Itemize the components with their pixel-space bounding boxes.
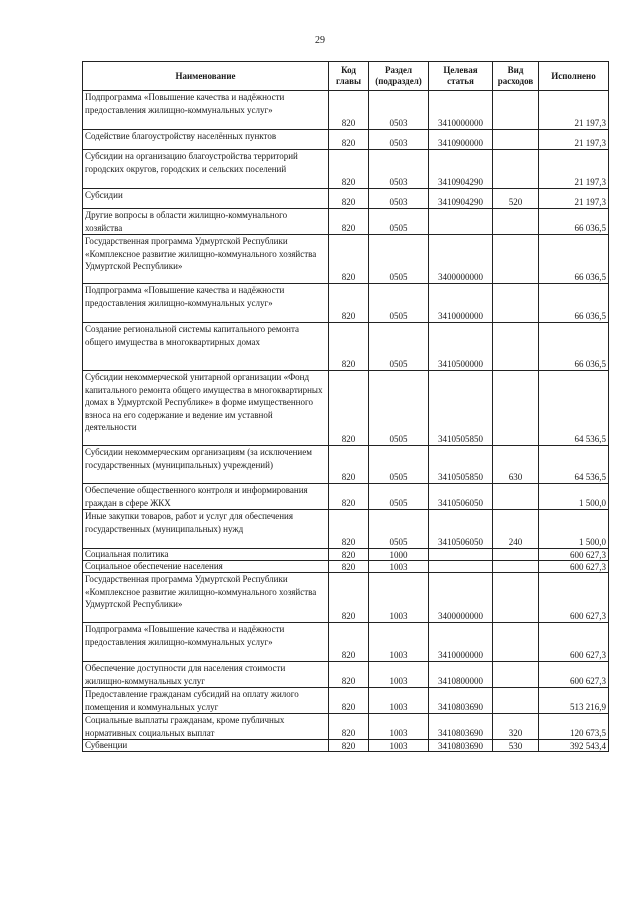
row-type xyxy=(493,91,539,130)
row-section: 0505 xyxy=(369,484,429,510)
row-executed: 600 627,3 xyxy=(539,549,609,561)
row-target: 3410505850 xyxy=(429,446,493,484)
row-executed: 66 036,5 xyxy=(539,284,609,323)
row-target xyxy=(429,549,493,561)
row-type: 320 xyxy=(493,714,539,740)
row-section: 1003 xyxy=(369,573,429,623)
row-executed: 66 036,5 xyxy=(539,323,609,371)
row-code: 820 xyxy=(329,446,369,484)
row-code: 820 xyxy=(329,484,369,510)
row-type: 530 xyxy=(493,740,539,752)
row-section: 0505 xyxy=(369,284,429,323)
row-code: 820 xyxy=(329,323,369,371)
row-type xyxy=(493,150,539,189)
row-name: Другие вопросы в области жилищно-коммунального хозяйства xyxy=(83,209,329,235)
row-section: 0505 xyxy=(369,235,429,284)
row-section: 0505 xyxy=(369,510,429,549)
row-code: 820 xyxy=(329,623,369,662)
row-target: 3400000000 xyxy=(429,235,493,284)
row-type: 240 xyxy=(493,510,539,549)
row-name: Субсидии некоммерческим организациям (за исключением государственных (муниципальных) учреждений) xyxy=(83,446,329,484)
row-name: Социальная политика xyxy=(83,549,329,561)
row-type xyxy=(493,623,539,662)
row-executed: 513 216,9 xyxy=(539,688,609,714)
table-row xyxy=(83,150,609,189)
header-section: Раздел (подраздел) xyxy=(369,62,429,91)
table-row xyxy=(83,371,609,446)
table-row xyxy=(83,130,609,150)
row-executed: 21 197,3 xyxy=(539,130,609,150)
row-type xyxy=(493,688,539,714)
table-body xyxy=(83,91,609,752)
row-type: 520 xyxy=(493,189,539,209)
budget-table xyxy=(82,61,609,752)
row-section: 1003 xyxy=(369,714,429,740)
row-code: 820 xyxy=(329,714,369,740)
row-type: 630 xyxy=(493,446,539,484)
row-target: 3410506050 xyxy=(429,484,493,510)
table-row xyxy=(83,235,609,284)
table-row xyxy=(83,549,609,561)
row-type xyxy=(493,130,539,150)
row-section: 0505 xyxy=(369,209,429,235)
row-code: 820 xyxy=(329,189,369,209)
table-row xyxy=(83,484,609,510)
row-executed: 600 627,3 xyxy=(539,662,609,688)
row-type xyxy=(493,235,539,284)
row-target: 3400000000 xyxy=(429,573,493,623)
row-section: 0505 xyxy=(369,323,429,371)
row-name: Предоставление гражданам субсидий на оплату жилого помещения и коммунальных услуг xyxy=(83,688,329,714)
row-section: 0503 xyxy=(369,150,429,189)
row-type xyxy=(493,209,539,235)
row-target: 3410803690 xyxy=(429,740,493,752)
row-executed: 21 197,3 xyxy=(539,150,609,189)
row-executed: 600 627,3 xyxy=(539,561,609,573)
row-executed: 64 536,5 xyxy=(539,371,609,446)
row-code: 820 xyxy=(329,740,369,752)
table-row xyxy=(83,662,609,688)
row-type xyxy=(493,549,539,561)
row-name: Государственная программа Удмуртской Республики «Комплексное развитие жилищно-коммунального хозяйства Удмуртской Республики» xyxy=(83,573,329,623)
row-type xyxy=(493,573,539,623)
row-code: 820 xyxy=(329,662,369,688)
header-name: Наименование xyxy=(83,62,329,91)
row-type xyxy=(493,484,539,510)
row-code: 820 xyxy=(329,573,369,623)
row-target xyxy=(429,209,493,235)
row-executed: 600 627,3 xyxy=(539,623,609,662)
table-row xyxy=(83,714,609,740)
row-section: 0503 xyxy=(369,91,429,130)
row-code: 820 xyxy=(329,91,369,130)
table-row xyxy=(83,573,609,623)
row-target: 3410904290 xyxy=(429,189,493,209)
row-executed: 66 036,5 xyxy=(539,209,609,235)
row-target: 3410900000 xyxy=(429,130,493,150)
header-type: Вид расходов xyxy=(493,62,539,91)
header-row xyxy=(83,62,609,91)
row-type xyxy=(493,371,539,446)
row-target: 3410000000 xyxy=(429,623,493,662)
row-code: 820 xyxy=(329,549,369,561)
row-target: 3410800000 xyxy=(429,662,493,688)
header-target: Целевая статья xyxy=(429,62,493,91)
row-section: 0505 xyxy=(369,371,429,446)
row-name: Создание региональной системы капитального ремонта общего имущества в многоквартирных домах xyxy=(83,323,329,371)
row-target: 3410500000 xyxy=(429,323,493,371)
row-name: Подпрограмма «Повышение качества и надёжности предоставления жилищно-коммунальных услуг» xyxy=(83,91,329,130)
row-section: 1000 xyxy=(369,549,429,561)
row-name: Государственная программа Удмуртской Республики «Комплексное развитие жилищно-коммунального хозяйства Удмуртской Республики» xyxy=(83,235,329,284)
row-target: 3410000000 xyxy=(429,284,493,323)
table-row xyxy=(83,446,609,484)
row-name: Субвенции xyxy=(83,740,329,752)
row-target: 3410000000 xyxy=(429,91,493,130)
row-section: 1003 xyxy=(369,688,429,714)
table-header xyxy=(83,62,609,91)
row-type xyxy=(493,323,539,371)
table-row xyxy=(83,91,609,130)
row-target: 3410506050 xyxy=(429,510,493,549)
row-name: Социальное обеспечение населения xyxy=(83,561,329,573)
row-executed: 64 536,5 xyxy=(539,446,609,484)
page-number: 29 xyxy=(315,35,325,46)
row-executed: 1 500,0 xyxy=(539,510,609,549)
table-row xyxy=(83,510,609,549)
row-code: 820 xyxy=(329,561,369,573)
row-target: 3410505850 xyxy=(429,371,493,446)
row-code: 820 xyxy=(329,150,369,189)
row-code: 820 xyxy=(329,284,369,323)
table-row xyxy=(83,623,609,662)
table-row xyxy=(83,209,609,235)
row-section: 1003 xyxy=(369,740,429,752)
row-name: Обеспечение общественного контроля и информирования граждан в сфере ЖКХ xyxy=(83,484,329,510)
row-executed: 600 627,3 xyxy=(539,573,609,623)
table-row xyxy=(83,189,609,209)
header-executed: Исполнено xyxy=(539,62,609,91)
table-row xyxy=(83,561,609,573)
row-section: 1003 xyxy=(369,662,429,688)
row-code: 820 xyxy=(329,371,369,446)
row-executed: 21 197,3 xyxy=(539,91,609,130)
table-row xyxy=(83,740,609,752)
row-name: Социальные выплаты гражданам, кроме публичных нормативных социальных выплат xyxy=(83,714,329,740)
row-section: 0503 xyxy=(369,189,429,209)
row-name: Субсидии некоммерческой унитарной организации «Фонд капитального ремонта общего имущества в многоквартирных домах в Удмуртской Республике» в форме имущественного взноса на его содержание и ведение им уставной деятельности xyxy=(83,371,329,446)
row-name: Обеспечение доступности для населения стоимости жилищно-коммунальных услуг xyxy=(83,662,329,688)
row-name: Субсидии xyxy=(83,189,329,209)
row-code: 820 xyxy=(329,209,369,235)
row-code: 820 xyxy=(329,688,369,714)
row-name: Иные закупки товаров, работ и услуг для обеспечения государственных (муниципальных) нужд xyxy=(83,510,329,549)
row-section: 0505 xyxy=(369,446,429,484)
row-name: Содействие благоустройству населённых пунктов xyxy=(83,130,329,150)
row-executed: 66 036,5 xyxy=(539,235,609,284)
row-type xyxy=(493,284,539,323)
header-code: Код главы xyxy=(329,62,369,91)
table-row xyxy=(83,323,609,371)
row-name: Субсидии на организацию благоустройства территорий городских округов, городских и сельских поселений xyxy=(83,150,329,189)
row-name: Подпрограмма «Повышение качества и надёжности предоставления жилищно-коммунальных услуг» xyxy=(83,623,329,662)
row-type xyxy=(493,561,539,573)
row-executed: 392 543,4 xyxy=(539,740,609,752)
row-target: 3410803690 xyxy=(429,714,493,740)
row-target: 3410904290 xyxy=(429,150,493,189)
row-section: 1003 xyxy=(369,561,429,573)
row-code: 820 xyxy=(329,510,369,549)
row-type xyxy=(493,662,539,688)
row-section: 0503 xyxy=(369,130,429,150)
table-row xyxy=(83,284,609,323)
table-row xyxy=(83,688,609,714)
row-name: Подпрограмма «Повышение качества и надёжности предоставления жилищно-коммунальных услуг» xyxy=(83,284,329,323)
row-section: 1003 xyxy=(369,623,429,662)
row-executed: 21 197,3 xyxy=(539,189,609,209)
row-executed: 120 673,5 xyxy=(539,714,609,740)
row-target xyxy=(429,561,493,573)
row-code: 820 xyxy=(329,235,369,284)
row-code: 820 xyxy=(329,130,369,150)
row-target: 3410803690 xyxy=(429,688,493,714)
row-executed: 1 500,0 xyxy=(539,484,609,510)
